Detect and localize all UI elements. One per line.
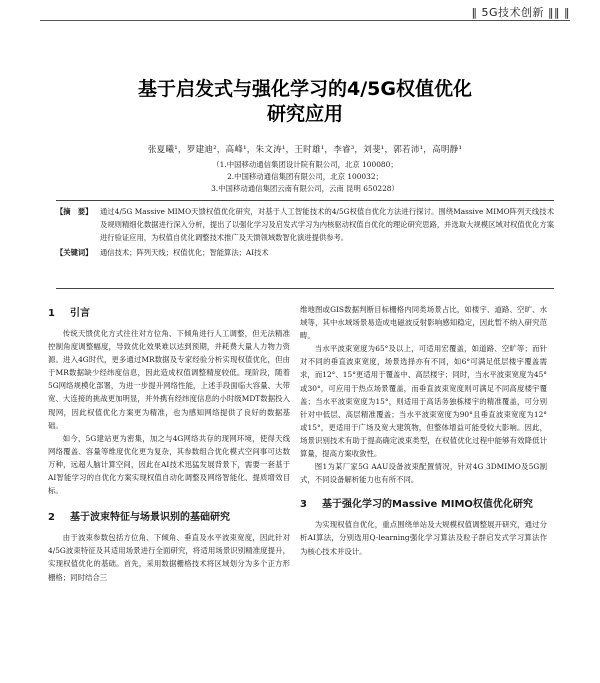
affiliations — [40, 159, 570, 195]
paragraph-1: 传统天馈优化方式往往对方位角、下倾角进行人工调整，但无法精准控制角度调整幅度，导致优化效果难以达到预期，并耗费大量人力物力资源。进入4G时代，更多通过MR数据及专家经验分析实现权值优化，但由于MR数据缺少经纬度信息，因此造成权值调整精度较低。现阶段，随着5G网络规模化部署，为进一步提升网络性能，上述手段面临大容量、大带宽、大连接的挑战更加明显，并外携有经纬度信息的小时级MDT数据投入现网，因此权值优化方案更为精准，也为感知网络提供了良好的数据基础。 — [48, 329, 290, 430]
abstract-block — [56, 205, 554, 259]
abstract-text: 通过4/5G Massive MIMO天馈权值优化研究，对基于人工智能技术的4/5G权值自优化方法进行探讨。围绕Massive MIMO阵列天线技术及规则精细化数据进行深入分析，提出了以强化学习及启发式学习为内核驱动权值自优化的理论研究思路，并选取大规模区域对权值优化方案进行验证应用，为权值自优化调整技术推广及天馈领域数智化演进提供参考。 — [100, 207, 554, 242]
paper-title — [40, 77, 570, 127]
abstract-row — [56, 205, 554, 244]
column-header: ‖ 5G技术创新 ‖‖ ‖ — [471, 6, 570, 19]
left-column — [48, 303, 290, 584]
paragraph-4: 维地图或GIS数据判断目标栅格内同类场景占比，如楼宇、道路、空旷、水域等，其中水域场景易造成电磁波反射影响感知稳定，因此暂不纳入研究范畴。 — [300, 305, 547, 341]
keywords-tag: 【关键词】 — [56, 248, 93, 257]
paragraph-7: 为实现权值自优化，重点围绕单站及大规模权值调整展开研究，通过分析AI算法，分别选用Q-learning强化学习算法及粒子群启发式学习算法作为核心技术并设计。 — [300, 520, 547, 556]
section-2-title: 基于波束特征与场景识别的基础研究 — [70, 512, 230, 524]
title-line-2: 研究应用 — [266, 103, 343, 125]
affiliation-2: 2.中国移动通信集团有限公司，北京 100032； — [227, 172, 383, 181]
section-1-heading — [48, 307, 290, 321]
section-3-number: 3 — [300, 499, 307, 511]
affiliation-1: （1.中国移动通信集团设计院有限公司，北京 100080； — [212, 160, 398, 169]
paragraph-5: 当水平波束宽度为65°及以上，可适用宏覆盖，如道路、空旷等；而针对不同的垂直波束宽度，场景选择亦有不同，如6°可满足低层楼宇覆盖需求，而12°、15°更适用于覆盖中、高层楼宇；同时，当水平波束宽度为45°或30°，可应用于热点场景覆盖，而垂直波束宽度则可满足不同高度楼宇覆盖；当水平波束宽度为15°，则适用于高话务独栋楼宇的精准覆盖，可分别针对中低层、高层精准覆盖；当水平波束宽度为90°且垂直波束宽度为12°或15°，更适用于广场及宽大建筑物，但整体增益可能受较大影响。因此，场景识别技术有助于提高确定波束类型，在权值优化过程中能够有效降低计算量，提高方案收敛性。 — [300, 344, 547, 459]
section-3-heading — [300, 498, 547, 512]
section-2-heading — [48, 511, 290, 525]
paragraph-2: 如今，5G建站更为密集，加之与4G网络共存的现网环境，使得天线网络覆盖、容量等维度优化更为复杂，其参数组合优化模式空间事可达数万种，远超人脑计算空间，因此在AI技术迅猛发展背景下，需要一套基于AI智能学习的自优化方案实现权值自动化调整及网络智能化、提质增效目标。 — [48, 433, 290, 496]
abstract-top-rule — [56, 200, 554, 201]
section-1-number: 1 — [48, 308, 55, 319]
paragraph-3: 由于波束参数包括方位角、下倾角、垂直及水平波束宽度，因此针对4/5G波束特征及其适用场景进行全面研究，将适用场景识别精准度提升，实现权值优化的基础。首先，采用数据栅格技术将区域划分为多个正方形栅格；同时结合三 — [48, 533, 290, 582]
right-column — [300, 303, 547, 558]
abstract-bottom-rule — [56, 288, 554, 289]
section-3-title: 基于强化学习的Massive MIMO权值优化研究 — [322, 499, 533, 511]
section-2-number: 2 — [48, 512, 55, 524]
keywords-row — [56, 246, 554, 259]
author-list: 张夏曦¹，罗建迪²，高峰¹，朱文涛¹，王时雄¹，李睿³，刘斐¹，郭若沛¹，高明静¹ — [147, 145, 463, 155]
keywords-text: 通信技术；阵列天线；权值优化；智能算法；AI技术 — [100, 248, 269, 257]
section-1-title: 引言 — [70, 308, 90, 319]
title-line-1: 基于启发式与强化学习的4/5G权值优化 — [138, 78, 472, 100]
affiliation-3: 3.中国移动通信集团云南有限公司，云南 昆明 650228） — [211, 184, 399, 193]
abstract-tag: 【摘 要】 — [56, 207, 93, 216]
paragraph-6: 图1为某厂家5G AAU设备波束配置情况，针对4G 3DMIMO及5G制式，不同设备解析能力也有所不同。 — [300, 462, 547, 485]
header-rule — [40, 20, 570, 21]
